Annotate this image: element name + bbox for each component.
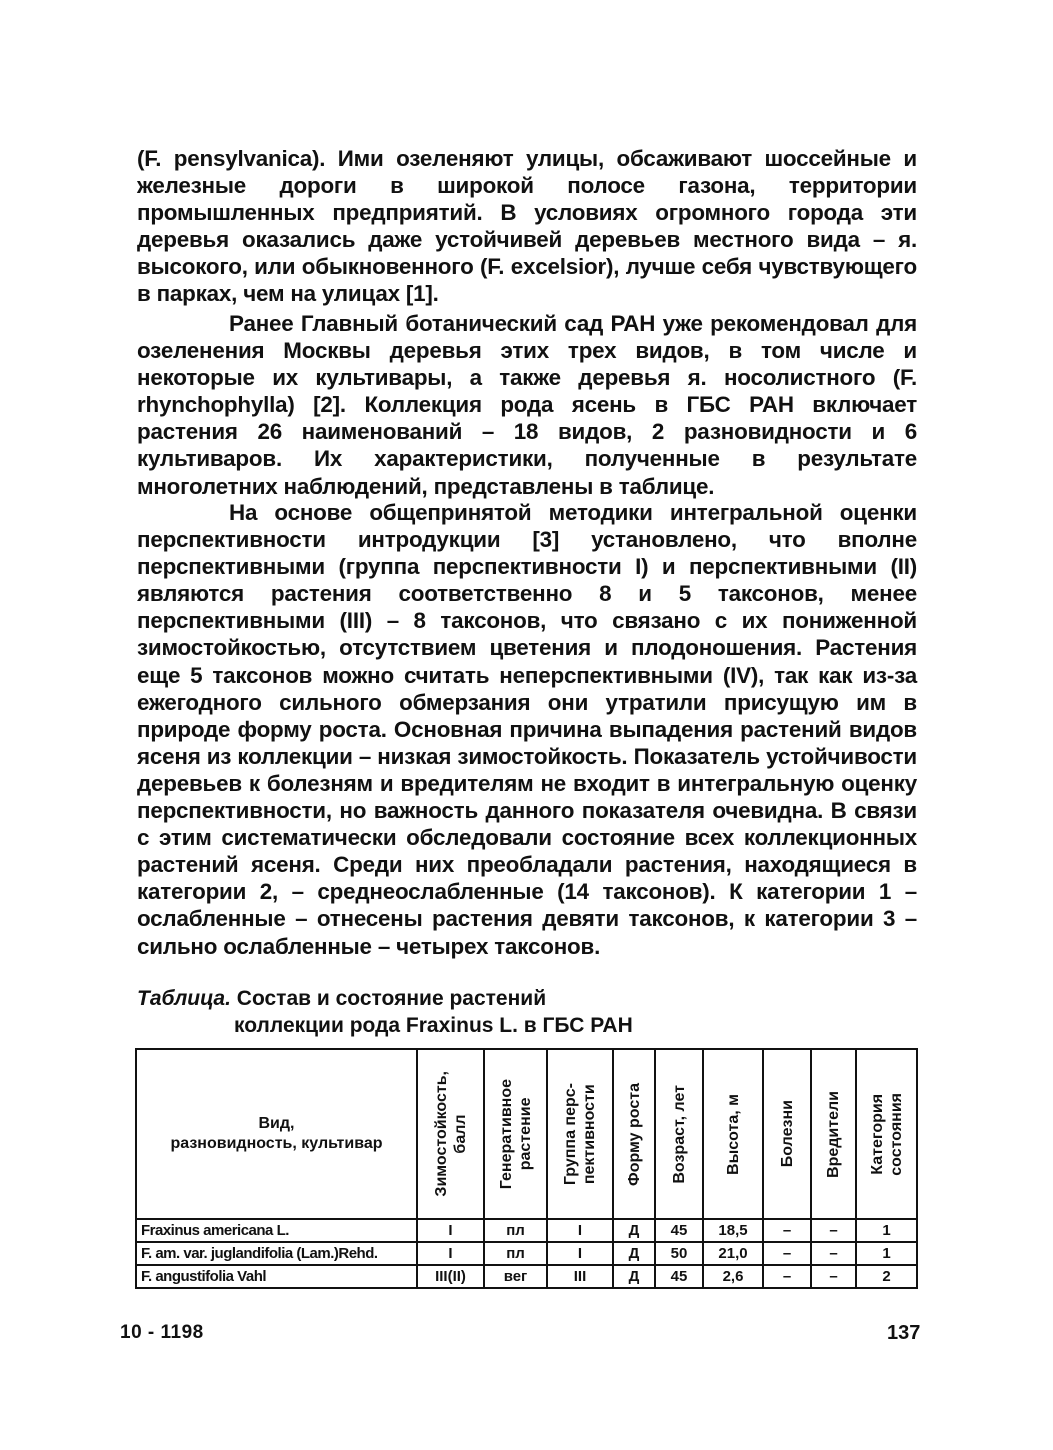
- cell-perspective-group: III: [547, 1265, 613, 1288]
- column-header-age: Возраст, лет: [655, 1049, 703, 1219]
- cell-condition-category: 1: [856, 1242, 917, 1265]
- cell-generative: пл: [484, 1219, 547, 1242]
- cell-winter-hardiness: I: [417, 1219, 484, 1242]
- table-row: [136, 1265, 917, 1288]
- paragraph-3: [137, 499, 917, 960]
- fraxinus-collection-table: [135, 1048, 918, 1289]
- paragraph-text: Ранее Главный ботанический сад РАН уже рекомендовал для озеленения Москвы деревья этих трех видов, в том числе и некоторые их культивары, а также деревья я. носолистного (F. rhynchophylla) [2]. Коллекция рода ясень в ГБС РАН включает растения 26 наименований – 18 видов, 2 разновидности и 6 культиваров. Их характеристики, полученные в результате многолетних наблюдений, представлены в таблице.: [137, 311, 917, 499]
- cell-age: 45: [655, 1265, 703, 1288]
- column-header-growth-form: Форму роста: [613, 1049, 655, 1219]
- cell-generative: вег: [484, 1265, 547, 1288]
- cell-age: 45: [655, 1219, 703, 1242]
- cell-growth-form: Д: [613, 1265, 655, 1288]
- printer-signature: 10 - 1198: [120, 1322, 204, 1343]
- cell-winter-hardiness: III(II): [417, 1265, 484, 1288]
- column-header-condition-category: Категория состояния: [856, 1049, 917, 1219]
- cell-diseases: –: [763, 1265, 811, 1288]
- caption-line-2: коллекции рода Fraxinus L. в ГБС РАН: [234, 1014, 633, 1037]
- cell-perspective-group: I: [547, 1242, 613, 1265]
- table-row: [136, 1219, 917, 1242]
- caption-line-1: Состав и состояние растений: [236, 987, 547, 1010]
- column-header-winter-hardiness: Зимостойкость, балл: [417, 1049, 484, 1219]
- cell-species: F. am. var. juglandifolia (Lam.)Rehd.: [136, 1242, 417, 1265]
- cell-condition-category: 2: [856, 1265, 917, 1288]
- cell-condition-category: 1: [856, 1219, 917, 1242]
- cell-age: 50: [655, 1242, 703, 1265]
- paragraph-text: (F. pensylvanica). Ими озеленяют улицы, обсаживают шоссейные и железные дороги в широкой полосе газона, территории промышленных предприятий. В условиях огромного города эти деревья оказались даже устойчивей деревьев местного вида – я. высокого, или обыкновенного (F. excelsior), лучше себя чувствующего в парках, чем на улицах [1].: [137, 146, 917, 307]
- caption-label: Таблица.: [137, 987, 231, 1010]
- column-header-generative: Генеративное растение: [484, 1049, 547, 1219]
- column-header-perspective-group: Группа перс- пективности: [547, 1049, 613, 1219]
- column-header-diseases: Болезни: [763, 1049, 811, 1219]
- cell-growth-form: Д: [613, 1242, 655, 1265]
- cell-perspective-group: I: [547, 1219, 613, 1242]
- cell-winter-hardiness: I: [417, 1242, 484, 1265]
- table-header-row: [136, 1049, 917, 1219]
- column-header-species: Вид, разновидность, культивар: [136, 1049, 417, 1219]
- cell-pests: –: [811, 1242, 856, 1265]
- cell-height: 21,0: [703, 1242, 763, 1265]
- cell-height: 2,6: [703, 1265, 763, 1288]
- paragraph-2: [137, 310, 917, 500]
- cell-pests: –: [811, 1265, 856, 1288]
- paragraph-text: На основе общепринятой методики интегральной оценки перспективности интродукции [3] установлено, что вполне перспективными (группа перспективности I) и перспективными (II) являются растения соответственно 8 и 5 таксонов, менее перспективными (III) – 8 таксонов, что связано с их пониженной зимостойкостью, отсутствием цветения и плодоношения. Растения еще 5 таксонов можно считать неперспективными (IV), так как из-за ежегодного сильного обмерзания они утратили присущую им в природе форму роста. Основная причина выпадения растений видов ясеня из коллекции – низкая зимостойкость. Показатель устойчивости деревьев к болезням и вредителям не входит в интегральную оценку перспективности, но важность данного показателя очевидна. В связи с этим систематически обследовали состояние всех коллекционных растений ясеня. Среди них преобладали растения, находящиеся в категории 2, – среднеослабленные (14 таксонов). К категории 1 – ослабленные – отнесены растения девяти таксонов, к категории 3 – сильно ослабленные – четырех таксонов.: [137, 500, 917, 959]
- page-number: 137: [887, 1322, 921, 1344]
- cell-species: Fraxinus americana L.: [136, 1219, 417, 1242]
- cell-height: 18,5: [703, 1219, 763, 1242]
- table-caption: [137, 985, 917, 1039]
- column-header-pests: Вредители: [811, 1049, 856, 1219]
- cell-growth-form: Д: [613, 1219, 655, 1242]
- table-row: [136, 1242, 917, 1265]
- cell-species: F. angustifolia Vahl: [136, 1265, 417, 1288]
- paragraph-1: [137, 145, 917, 308]
- column-header-height: Высота, м: [703, 1049, 763, 1219]
- cell-diseases: –: [763, 1242, 811, 1265]
- cell-pests: –: [811, 1219, 856, 1242]
- cell-generative: пл: [484, 1242, 547, 1265]
- cell-diseases: –: [763, 1219, 811, 1242]
